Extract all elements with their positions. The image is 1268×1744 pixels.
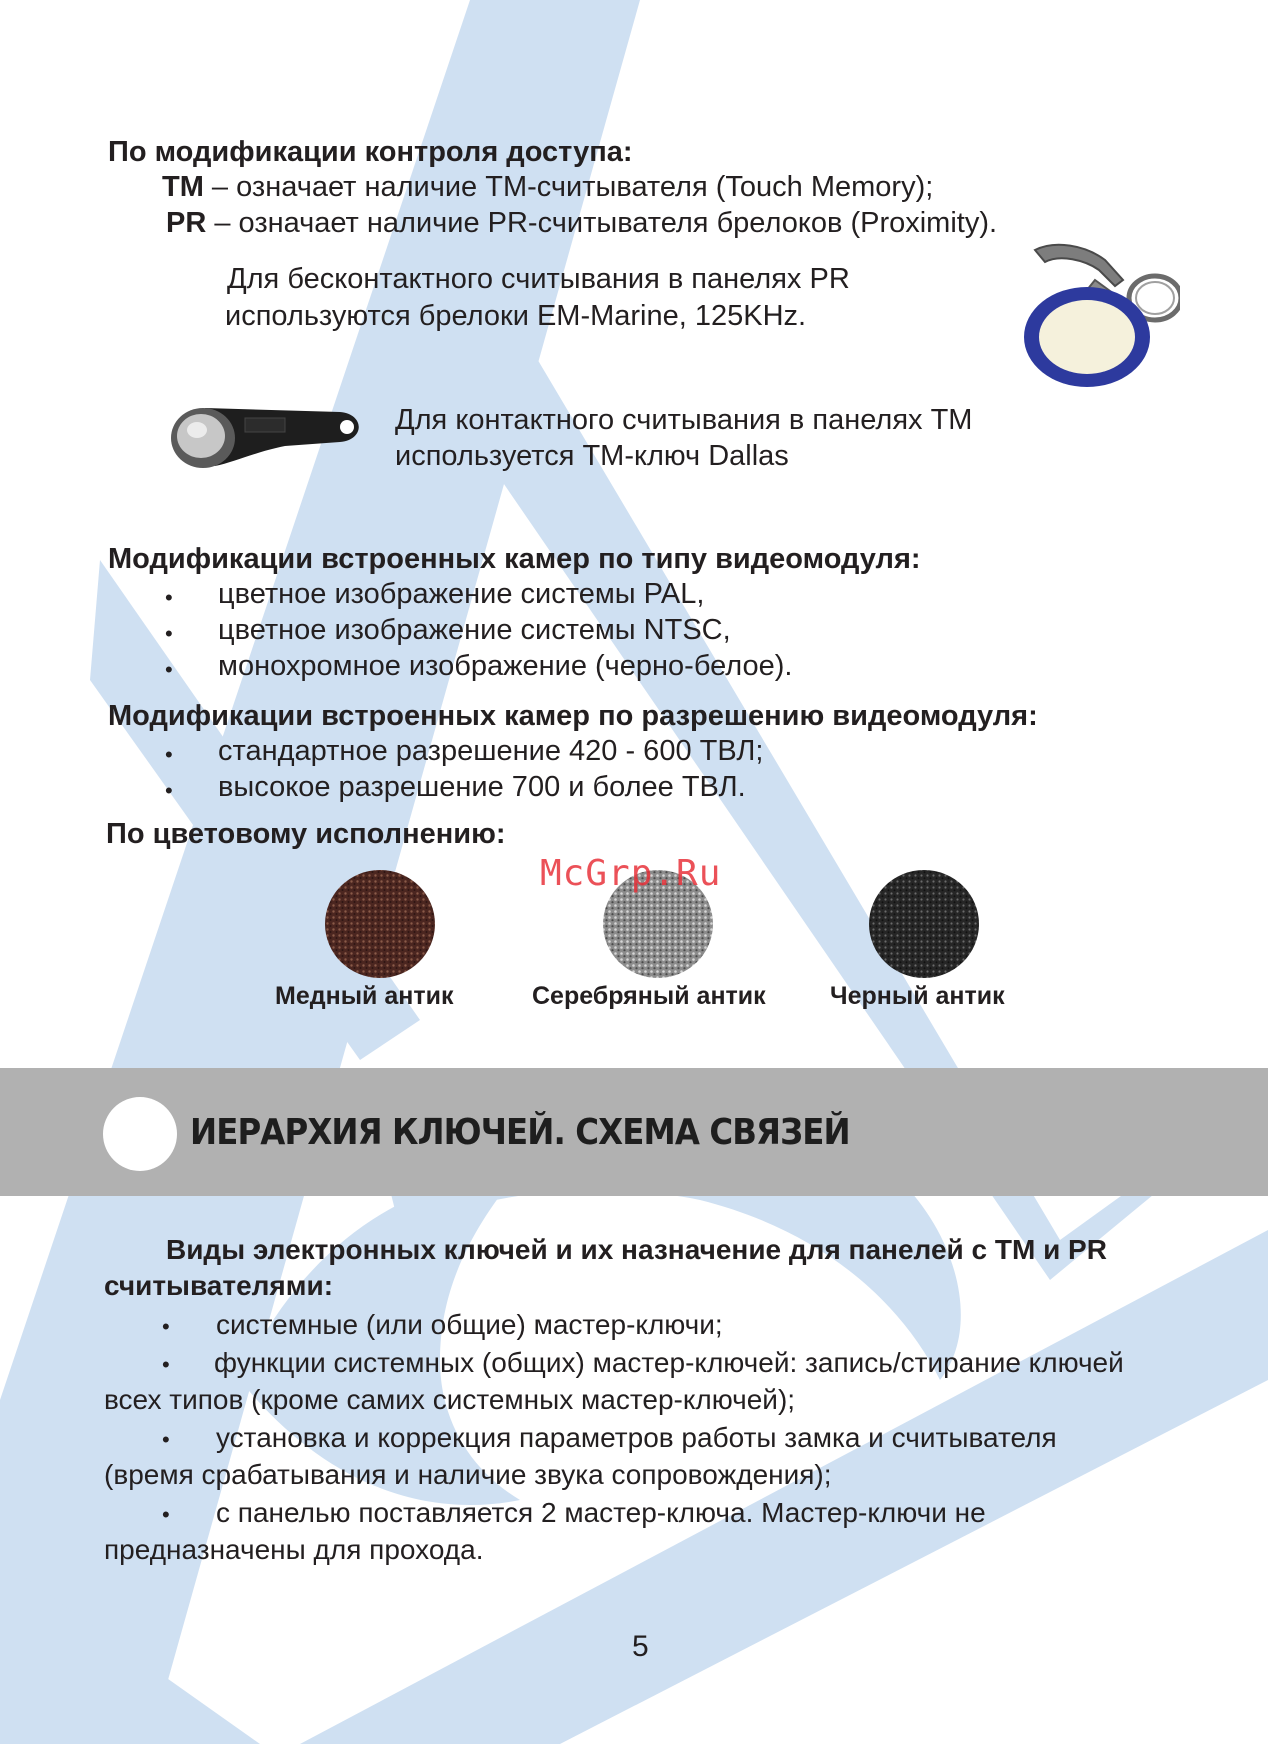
dallas-tm-key-image [165, 400, 365, 472]
swatch-label-black: Черный антик [830, 982, 1005, 1010]
mcgrp-watermark: McGrp.Ru [540, 853, 722, 894]
tm-description: – означает наличие TM-считывателя (Touch Memory); [203, 171, 934, 203]
video-type-heading: Модификации встроенных камер по типу видеомодуля: [108, 543, 921, 575]
list-bullet: • [165, 778, 173, 803]
key-bullet-2-line-2: всех типов (кроме самих системных мастер-ключей); [104, 1384, 796, 1415]
key-bullet-4-line-1: с панелью поставляется 2 мастер-ключа. Мастер-ключи не [216, 1497, 986, 1528]
swatch-black [869, 870, 979, 978]
pr-note-line-1: Для бесконтактного считывания в панелях PR [227, 263, 850, 295]
swatch-label-silver: Серебряный антик [532, 982, 766, 1010]
list-item: цветное изображение системы NTSC, [218, 614, 731, 646]
swatch-label-copper: Медный антик [275, 982, 454, 1010]
section-title: ИЕРАРХИЯ КЛЮЧЕЙ. СХЕМА СВЯЗЕЙ [190, 1112, 850, 1153]
key-bullet-3-line-2: (время срабатывания и наличие звука сопровождения); [104, 1459, 832, 1490]
swatch-copper [325, 870, 435, 978]
intro-line-1: Виды электронных ключей и их назначение для панелей с TM и PR [166, 1234, 1107, 1265]
list-bullet: • [162, 1502, 170, 1527]
list-item: монохромное изображение (черно-белое). [218, 650, 793, 682]
tm-note-line-2: используется TM-ключ Dallas [395, 440, 789, 472]
list-item: стандартное разрешение 420 - 600 ТВЛ; [218, 735, 764, 767]
intro-line-2: считывателями: [104, 1270, 334, 1301]
tm-note-line-1: Для контактного считывания в панелях TM [395, 404, 973, 436]
list-bullet: • [165, 585, 173, 610]
proximity-keyfob-image [1015, 240, 1180, 390]
pr-note-line-2: используются брелоки EM-Marine, 125KHz. [225, 300, 807, 332]
list-item: цветное изображение системы PAL, [218, 578, 705, 610]
key-bullet-2-line-1: функции системных (общих) мастер-ключей: запись/стирание ключей [214, 1347, 1124, 1378]
colors-heading: По цветовому исполнению: [106, 818, 506, 850]
list-bullet: • [162, 1352, 170, 1377]
access-heading: По модификации контроля доступа: [108, 136, 633, 168]
resolution-heading: Модификации встроенных камер по разрешению видеомодуля: [108, 700, 1038, 732]
pr-description: – означает наличие PR-считывателя брелоков (Proximity). [206, 207, 998, 239]
key-bullet-1: системные (или общие) мастер-ключи; [216, 1309, 723, 1340]
tm-line [162, 171, 933, 204]
list-bullet: • [165, 657, 173, 682]
banner-circle-icon [103, 1097, 177, 1171]
pr-line [166, 207, 997, 240]
list-bullet: • [165, 621, 173, 646]
key-bullet-3-line-1: установка и коррекция параметров работы замка и считывателя [216, 1422, 1057, 1453]
key-bullet-4-line-2: предназначены для прохода. [104, 1534, 484, 1565]
page-number: 5 [632, 1630, 649, 1663]
list-item: высокое разрешение 700 и более ТВЛ. [218, 771, 746, 803]
list-bullet: • [165, 742, 173, 767]
list-bullet: • [162, 1427, 170, 1452]
tm-code: TM [162, 171, 204, 203]
pr-code: PR [166, 207, 207, 239]
list-bullet: • [162, 1314, 170, 1339]
